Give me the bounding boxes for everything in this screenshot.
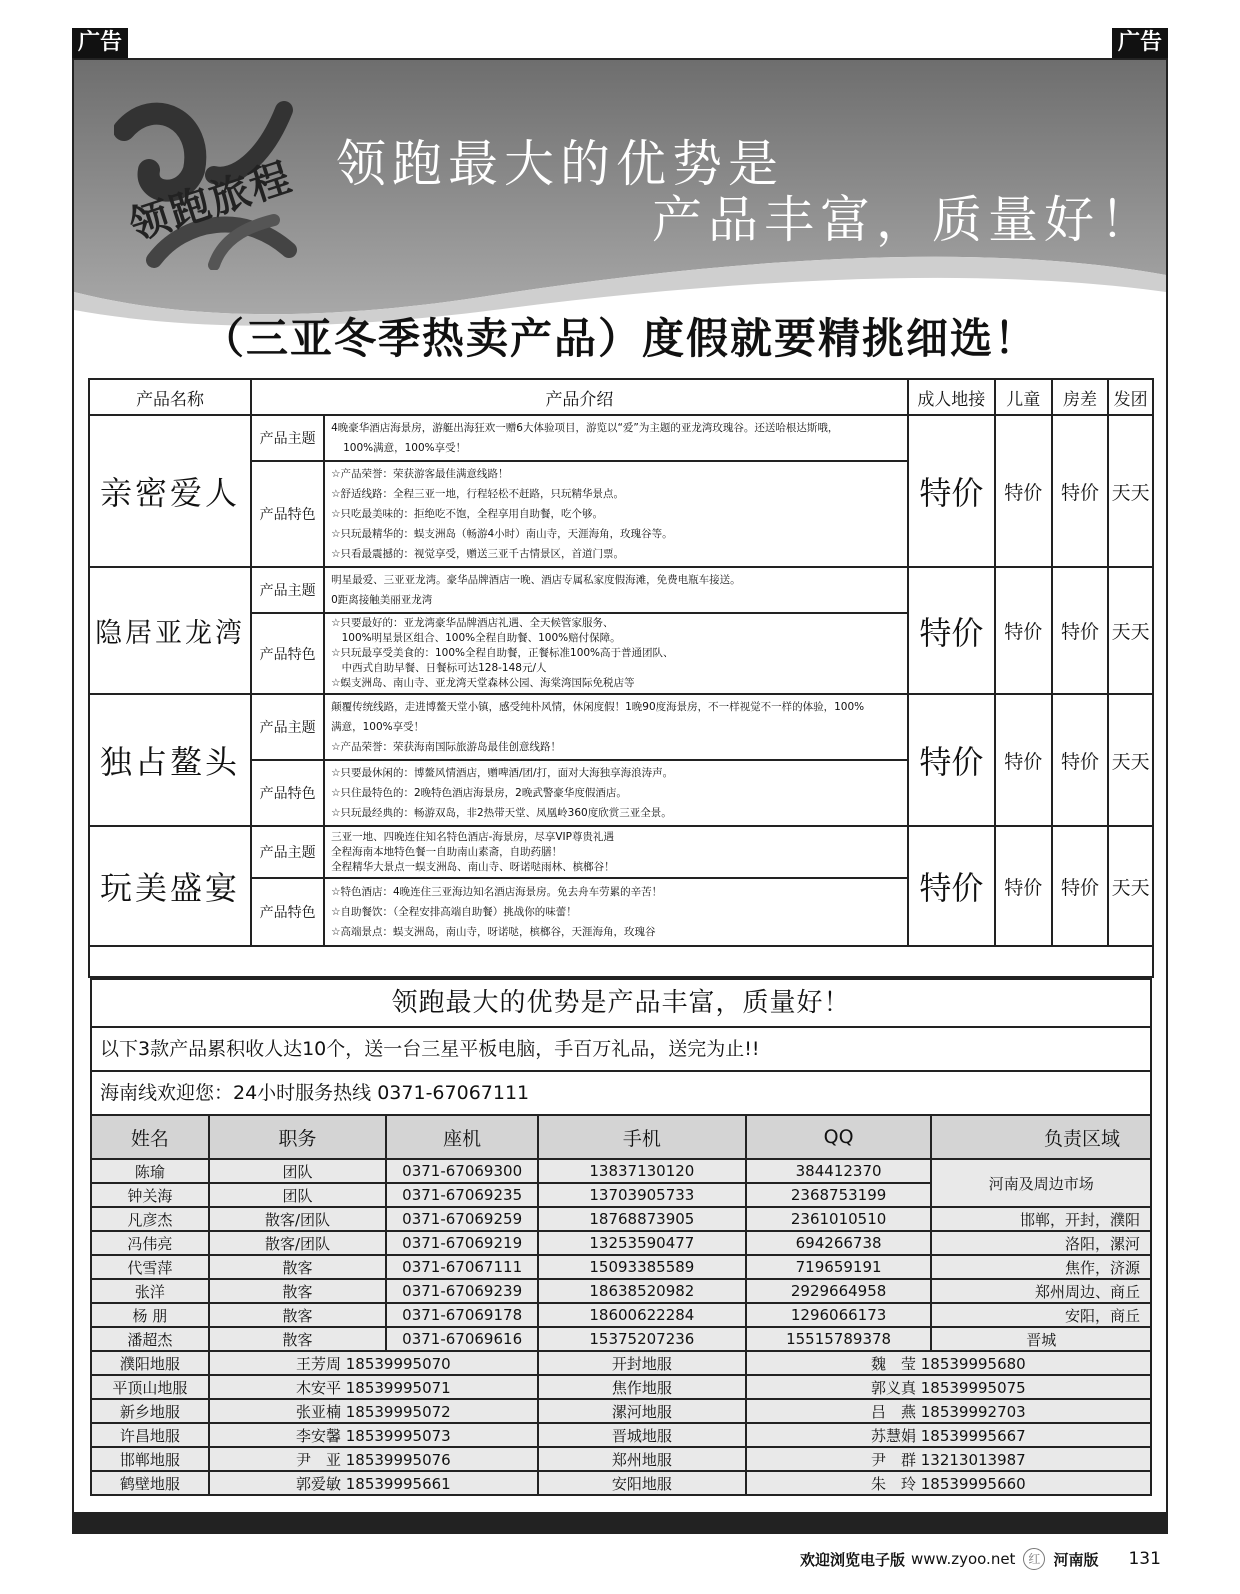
staff-phone: 0371-67069239 bbox=[386, 1279, 538, 1303]
ground-contact: 尹 群 13213013987 bbox=[746, 1447, 1151, 1471]
table-row bbox=[91, 1327, 1151, 1351]
staff-phone: 0371-67069178 bbox=[386, 1303, 538, 1327]
info-box bbox=[90, 978, 1152, 1118]
staff-region: 河南及周边市场 bbox=[931, 1159, 1151, 1207]
staff-name: 钟关海 bbox=[91, 1183, 209, 1207]
product-theme: 明星最爱、三亚亚龙湾。豪华品牌酒店一晚、酒店专属私家度假海滩，免费电瓶车接送。 0距离接触美丽亚龙湾 bbox=[324, 567, 908, 613]
ground-area: 邯郸地服 bbox=[91, 1447, 209, 1471]
ground-area: 开封地服 bbox=[538, 1351, 746, 1375]
ground-contact: 张亚楠 18539995072 bbox=[209, 1399, 538, 1423]
product-theme: 颠覆传统线路，走进博鳌天堂小镇，感受纯朴风情，休闲度假！1晚90度海景房，不一样视觉不一样的体验，100% 满意，100%享受！ ☆产品荣誉：荣获海南国际旅游岛最佳创意线路！ bbox=[324, 694, 908, 760]
staff-name: 冯伟亮 bbox=[91, 1231, 209, 1255]
ground-area: 郑州地服 bbox=[538, 1447, 746, 1471]
header-adult: 成人地接 bbox=[908, 379, 995, 415]
room-diff: 特价 bbox=[1052, 694, 1109, 826]
header-qq: QQ bbox=[746, 1115, 932, 1159]
staff-qq: 694266738 bbox=[746, 1231, 932, 1255]
staff-name: 代雪萍 bbox=[91, 1255, 209, 1279]
staff-mobile: 15093385589 bbox=[538, 1255, 746, 1279]
staff-phone: 0371-67069259 bbox=[386, 1207, 538, 1231]
child-price: 特价 bbox=[995, 567, 1052, 694]
staff-table bbox=[90, 1114, 1152, 1496]
table-spacer bbox=[88, 926, 1154, 978]
child-price: 特价 bbox=[995, 415, 1052, 567]
staff-role: 散客/团队 bbox=[209, 1231, 387, 1255]
ground-area: 焦作地服 bbox=[538, 1375, 746, 1399]
product-features: ☆只要最休闲的：博鳌风情酒店，赠啤酒/团/打，面对大海独享海浪涛声。 ☆只住最特色的：2晚特色酒店海景房，2晚武警豪华度假酒店。 ☆只玩最经典的：畅游双岛，非2热带天堂、凤凰岭360度欣赏三亚全景。 bbox=[324, 760, 908, 826]
ground-area: 濮阳地服 bbox=[91, 1351, 209, 1375]
logo-text: 领跑旅程 bbox=[123, 153, 299, 250]
depart-frequency: 天天 bbox=[1108, 567, 1153, 694]
product-name: 独占鳌头 bbox=[89, 694, 251, 826]
staff-region: 邯郸，开封，濮阳 bbox=[931, 1207, 1151, 1231]
staff-region: 安阳，商丘 bbox=[931, 1303, 1151, 1327]
adult-price: 特价 bbox=[908, 826, 995, 946]
header-mobile: 手机 bbox=[538, 1115, 746, 1159]
depart-frequency: 天天 bbox=[1108, 415, 1153, 567]
theme-label: 产品主题 bbox=[251, 415, 324, 461]
staff-role: 团队 bbox=[209, 1159, 387, 1183]
theme-label: 产品主题 bbox=[251, 694, 324, 760]
ground-contact: 尹 亚 18539995076 bbox=[209, 1447, 538, 1471]
logo bbox=[114, 100, 304, 270]
product-row bbox=[89, 694, 1153, 760]
room-diff: 特价 bbox=[1052, 415, 1109, 567]
page-footer bbox=[800, 1548, 1161, 1570]
product-theme: 三亚一地、四晚连住知名特色酒店-海景房，尽享VIP尊贵礼遇 全程海南本地特色餐一自助南山素斋，自助药膳！ 全程精华大景点一蜈支洲岛、南山寺、呀诺哒雨林、槟榔谷！ bbox=[324, 826, 908, 878]
ground-service-row bbox=[91, 1351, 1151, 1375]
staff-role: 散客/团队 bbox=[209, 1207, 387, 1231]
ground-area: 晋城地服 bbox=[538, 1423, 746, 1447]
staff-region: 洛阳，漯河 bbox=[931, 1231, 1151, 1255]
ground-service-row bbox=[91, 1447, 1151, 1471]
staff-name: 张洋 bbox=[91, 1279, 209, 1303]
header-product-intro: 产品介绍 bbox=[251, 379, 908, 415]
staff-mobile: 18638520982 bbox=[538, 1279, 746, 1303]
depart-frequency: 天天 bbox=[1108, 694, 1153, 826]
header-phone: 座机 bbox=[386, 1115, 538, 1159]
staff-role: 散客 bbox=[209, 1303, 387, 1327]
info-promo: 以下3款产品累积收人达10个，送一台三星平板电脑，手百万礼品，送完为止!! bbox=[92, 1028, 1150, 1072]
adult-price: 特价 bbox=[908, 415, 995, 567]
staff-phone: 0371-67069300 bbox=[386, 1159, 538, 1183]
header-region: 负责区域 bbox=[931, 1115, 1151, 1159]
header-product-name: 产品名称 bbox=[89, 379, 251, 415]
table-row bbox=[91, 1279, 1151, 1303]
header-role: 职务 bbox=[209, 1115, 387, 1159]
ground-contact: 木安平 18539995071 bbox=[209, 1375, 538, 1399]
staff-qq: 2929664958 bbox=[746, 1279, 932, 1303]
info-title: 领跑最大的优势是产品丰富，质量好！ bbox=[92, 980, 1150, 1028]
page-number: 131 bbox=[1128, 1549, 1161, 1569]
staff-mobile: 18768873905 bbox=[538, 1207, 746, 1231]
staff-qq: 1296066173 bbox=[746, 1303, 932, 1327]
product-theme: 4晚豪华酒店海景房，游艇出海狂欢一赠6大体验项目，游览以“爱”为主题的亚龙湾玫瑰谷。还送哈根达斯哦， 100%满意，100%享受！ bbox=[324, 415, 908, 461]
banner-slogan-line2: 产品丰富，质量好！ bbox=[652, 191, 1156, 249]
staff-mobile: 13253590477 bbox=[538, 1231, 746, 1255]
feature-label: 产品特色 bbox=[251, 878, 324, 946]
staff-qq: 384412370 bbox=[746, 1159, 932, 1183]
product-name: 亲密爱人 bbox=[89, 415, 251, 567]
staff-role: 散客 bbox=[209, 1255, 387, 1279]
staff-qq: 719659191 bbox=[746, 1255, 932, 1279]
product-table-header bbox=[89, 379, 1153, 415]
ground-contact: 郭爱敏 18539995661 bbox=[209, 1471, 538, 1495]
ground-contact: 郭义真 18539995075 bbox=[746, 1375, 1151, 1399]
ground-area: 许昌地服 bbox=[91, 1423, 209, 1447]
staff-mobile: 18600622284 bbox=[538, 1303, 746, 1327]
staff-name: 潘超杰 bbox=[91, 1327, 209, 1351]
staff-region: 晋城 bbox=[931, 1327, 1151, 1351]
header-name: 姓名 bbox=[91, 1115, 209, 1159]
footer-edition: 河南版 bbox=[1053, 1550, 1099, 1569]
product-row bbox=[89, 826, 1153, 878]
child-price: 特价 bbox=[995, 826, 1052, 946]
ground-contact: 吕 燕 18539992703 bbox=[746, 1399, 1151, 1423]
ground-contact: 李安馨 18539995073 bbox=[209, 1423, 538, 1447]
ground-contact: 王芳周 18539995070 bbox=[209, 1351, 538, 1375]
product-features: ☆只要最好的：亚龙湾豪华品牌酒店礼遇、全天候管家服务、 100%明星景区组合、100%全程自助餐、100%赔付保障。 ☆只玩最享受美食的：100%全程自助餐，正餐标准100%高于普通团队、 中西式自助早餐、日餐标可达128-148元/人 ☆蜈支洲岛、南山寺、亚龙湾天堂森林公园、海棠湾国际免税店等 bbox=[324, 613, 908, 694]
product-features: ☆产品荣誉：荣获游客最佳满意线路！ ☆舒适线路：全程三亚一地，行程轻松不赶路，只玩精华景点。 ☆只吃最美味的：拒绝吃不饱，全程享用自助餐，吃个够。 ☆只玩最精华的：蜈支洲岛（畅游4小时）南山寺，天涯海角，玫瑰谷等。 ☆只看最震撼的：视觉享受，赠送三亚千古情景区，首道门票。 bbox=[324, 461, 908, 567]
banner-slogan-line1: 领跑最大的优势是 bbox=[336, 135, 784, 193]
staff-qq: 15515789378 bbox=[746, 1327, 932, 1351]
staff-qq: 2368753199 bbox=[746, 1183, 932, 1207]
ground-contact: 苏慧娟 18539995667 bbox=[746, 1423, 1151, 1447]
ground-area: 鹤壁地服 bbox=[91, 1471, 209, 1495]
product-table bbox=[88, 378, 1154, 947]
staff-phone: 0371-67067111 bbox=[386, 1255, 538, 1279]
ad-tag-right: 广告 bbox=[1112, 28, 1168, 58]
feature-label: 产品特色 bbox=[251, 461, 324, 567]
product-row bbox=[89, 415, 1153, 461]
ground-area: 漯河地服 bbox=[538, 1399, 746, 1423]
ground-area: 新乡地服 bbox=[91, 1399, 209, 1423]
theme-label: 产品主题 bbox=[251, 567, 324, 613]
staff-role: 团队 bbox=[209, 1183, 387, 1207]
header-room: 房差 bbox=[1052, 379, 1109, 415]
product-features: ☆特色酒店：4晚连住三亚海边知名酒店海景房。免去舟车劳累的辛苦！ ☆自助餐饮：（全程安排高端自助餐）挑战你的味蕾！ ☆高端景点：蜈支洲岛，南山寺，呀诺哒，槟榔谷，天涯海角，玫瑰谷 bbox=[324, 878, 908, 946]
header-depart: 发团 bbox=[1108, 379, 1153, 415]
advertisement-frame bbox=[72, 58, 1168, 1534]
staff-phone: 0371-67069219 bbox=[386, 1231, 538, 1255]
ground-contact: 朱 玲 18539995660 bbox=[746, 1471, 1151, 1495]
table-row bbox=[91, 1231, 1151, 1255]
header-child: 儿童 bbox=[995, 379, 1052, 415]
staff-mobile: 13703905733 bbox=[538, 1183, 746, 1207]
ground-area: 安阳地服 bbox=[538, 1471, 746, 1495]
room-diff: 特价 bbox=[1052, 567, 1109, 694]
ground-service-row bbox=[91, 1399, 1151, 1423]
adult-price: 特价 bbox=[908, 694, 995, 826]
staff-name: 杨 朋 bbox=[91, 1303, 209, 1327]
staff-region: 郑州周边、商丘 bbox=[931, 1279, 1151, 1303]
table-row bbox=[91, 1255, 1151, 1279]
product-name: 玩美盛宴 bbox=[89, 826, 251, 946]
staff-name: 陈瑜 bbox=[91, 1159, 209, 1183]
headline: （三亚冬季热卖产品）度假就要精挑细选！ bbox=[201, 314, 1038, 363]
ground-area: 平顶山地服 bbox=[91, 1375, 209, 1399]
ground-service-row bbox=[91, 1375, 1151, 1399]
depart-frequency: 天天 bbox=[1108, 826, 1153, 946]
staff-phone: 0371-67069235 bbox=[386, 1183, 538, 1207]
feature-label: 产品特色 bbox=[251, 760, 324, 826]
bottom-bar bbox=[74, 1512, 1166, 1532]
ad-tag-left: 广告 bbox=[72, 28, 128, 58]
table-row bbox=[91, 1207, 1151, 1231]
staff-mobile: 13837130120 bbox=[538, 1159, 746, 1183]
edition-badge-icon: 红 bbox=[1023, 1548, 1045, 1570]
ground-service-row bbox=[91, 1471, 1151, 1495]
ground-contact: 魏 莹 18539995680 bbox=[746, 1351, 1151, 1375]
staff-role: 散客 bbox=[209, 1279, 387, 1303]
ground-service-row bbox=[91, 1423, 1151, 1447]
product-name: 隐居亚龙湾 bbox=[89, 567, 251, 694]
room-diff: 特价 bbox=[1052, 826, 1109, 946]
child-price: 特价 bbox=[995, 694, 1052, 826]
staff-mobile: 15375207236 bbox=[538, 1327, 746, 1351]
table-row bbox=[91, 1159, 1151, 1183]
product-row bbox=[89, 567, 1153, 613]
feature-label: 产品特色 bbox=[251, 613, 324, 694]
staff-table-header bbox=[91, 1115, 1151, 1159]
footer-welcome: 欢迎浏览电子版 bbox=[800, 1550, 906, 1569]
theme-label: 产品主题 bbox=[251, 826, 324, 878]
adult-price: 特价 bbox=[908, 567, 995, 694]
staff-name: 凡彦杰 bbox=[91, 1207, 209, 1231]
staff-region: 焦作，济源 bbox=[931, 1255, 1151, 1279]
footer-url[interactable]: www.zyoo.net bbox=[911, 1550, 1016, 1568]
table-row bbox=[91, 1303, 1151, 1327]
staff-phone: 0371-67069616 bbox=[386, 1327, 538, 1351]
staff-role: 散客 bbox=[209, 1327, 387, 1351]
info-hotline: 海南线欢迎您：24小时服务热线 0371-67067111 bbox=[100, 1082, 530, 1104]
staff-qq: 2361010510 bbox=[746, 1207, 932, 1231]
